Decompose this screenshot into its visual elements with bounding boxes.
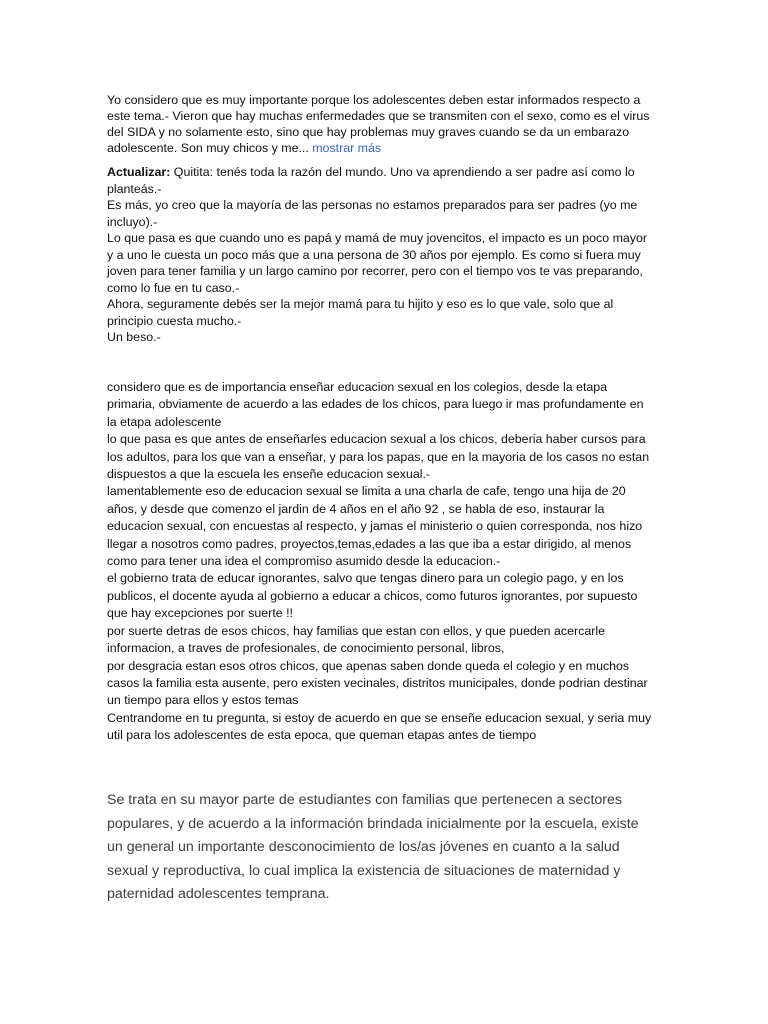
answer-1: [107, 92, 663, 156]
answer-1-line: del SIDA y no solamente esto, sino que hay problemas muy graves cuando se da un embarazo: [107, 125, 630, 139]
answer-2: [107, 379, 663, 745]
answer-1-truncated-text: adolescente. Son muy chicos y me...: [107, 141, 313, 155]
answer-2-line: util para los adolescentes de esta epoca, que queman etapas antes de tiempo: [107, 728, 537, 743]
update-line: como lo fue en tu caso.-: [107, 280, 240, 295]
excerpt-paragraph: [107, 789, 667, 907]
answer-2-line: lamentablemente eso de educacion sexual se limita a una charla de cafe, tengo una hija de 20: [107, 484, 626, 499]
update-line: incluyo).-: [107, 214, 158, 229]
answer-2-line: años, y desde que comenzo el jardin de 4 años en el año 92 , se habla de eso, instaurar la: [107, 501, 605, 516]
update-line: principio cuesta mucho.-: [107, 313, 242, 328]
show-more-link[interactable]: mostrar más: [312, 141, 382, 155]
answer-1-line: este tema.- Vieron que hay muchas enfermedades que se transmiten con el sexo, como es el virus: [107, 109, 650, 123]
update-first-line: Quitita: tenés toda la razón del mundo. Uno va aprendiendo a ser padre así como lo: [170, 165, 635, 179]
update-section: [107, 164, 663, 346]
answer-1-line: [107, 140, 663, 156]
answer-2-line: el gobierno trata de educar ignorantes, salvo que tengas dinero para un colegio pago, y en los: [107, 571, 624, 586]
answer-2-line: un tiempo para ellos y estos temas: [107, 693, 299, 708]
excerpt-line: populares, y de acuerdo a la información brindada inicialmente por la escuela, existe: [107, 815, 639, 832]
answer-2-line: que hay excepciones por suerte !!: [107, 606, 293, 621]
answer-1-line: Yo considero que es muy importante porque los adolescentes deben estar informados respecto a: [107, 93, 641, 107]
answer-2-line: los adultos, para los que van a enseñar, y para los papas, que en la mayoria de los casos no estan: [107, 449, 650, 464]
answer-2-line: llegar a nosotros como padres, proyectos,temas,edades a las que iba a estar dirigido, al menos: [107, 536, 632, 551]
update-line: Ahora, seguramente debés ser la mejor mamá para tu hijito y eso es lo que vale, solo que al: [107, 297, 614, 311]
answer-2-line: lo que pasa es que antes de enseñarles educacion sexual a los chicos, deberia haber cursos para: [107, 432, 646, 447]
answer-2-line: informacion, a traves de profesionales, de conocimiento personal, libros,: [107, 641, 505, 656]
update-line: Lo que pasa es que cuando uno es papá y mamá de muy jovencitos, el impacto es un poco mayor: [107, 231, 648, 245]
answer-2-line: por suerte detras de esos chicos, hay familias que estan con ellos, y que pueden acercarle: [107, 623, 605, 638]
answer-2-line: por desgracia estan esos otros chicos, que apenas saben donde queda el colegio y en muchos: [107, 658, 630, 673]
answer-2-line: publicos, el docente ayuda al gobierno a educar a chicos, como futuros ignorantes, por supuesto: [107, 588, 638, 603]
answer-2-line: dispuestos a que la escuela les enseñe educacion sexual.-: [107, 467, 431, 482]
update-line: y a uno le cuesta un poco más que a una persona de 30 años por ejemplo. Es como si fuera muy: [107, 247, 641, 262]
answer-2-line: Centrandome en tu pregunta, si estoy de acuerdo en que se enseñe educacion sexual, y seria muy: [107, 710, 652, 725]
answer-2-line: como para tener una idea el compromiso asumido desde la educacion.-: [107, 554, 501, 569]
answer-2-line: considero que es de importancia enseñar educacion sexual en los colegios, desde la etapa: [107, 380, 608, 394]
update-line: joven para tener familia y un largo camino por recorrer, pero con el tiempo vos te vas preparando,: [107, 264, 643, 278]
update-line: planteás.-: [107, 181, 162, 196]
excerpt-line: un general un importante desconocimiento de los/as jóvenes en cuanto a la salud: [107, 839, 620, 856]
excerpt-line: paternidad adolescentes temprana.: [107, 886, 330, 903]
update-label: Actualizar:: [107, 165, 171, 179]
excerpt-line: sexual y reproductiva, lo cual implica la existencia de situaciones de maternidad y: [107, 862, 621, 879]
update-line: Un beso.-: [107, 330, 161, 344]
answer-2-line: la etapa adolescente: [107, 414, 222, 429]
excerpt-line: Se trata en su mayor parte de estudiantes con familias que pertenecen a sectores: [107, 792, 622, 808]
update-line: Es más, yo creo que la mayoría de las personas no estamos preparados para ser padres (yo me: [107, 198, 638, 212]
update-line: [107, 164, 663, 181]
answer-2-line: educacion sexual, con encuestas al respecto, y jamas el ministerio o quien corresponda, nos hizo: [107, 519, 643, 534]
answer-2-line: casos la familia esta ausente, pero existen vecinales, distritos municipales, donde podrian destinar: [107, 675, 648, 690]
answer-2-line: primaria, obviamente de acuerdo a las edades de los chicos, para luego ir mas profundamente en: [107, 397, 644, 412]
